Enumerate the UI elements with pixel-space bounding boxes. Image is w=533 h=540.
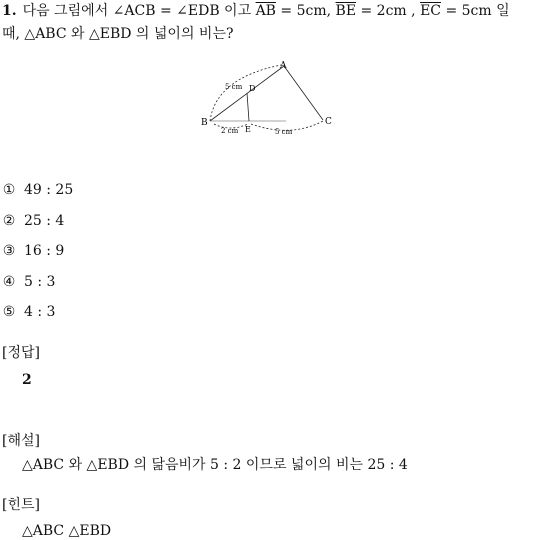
question-text-part2: = 5cm,: [275, 3, 336, 19]
question-text-part1: 다음 그림에서 ∠ACB = ∠EDB 이고: [22, 3, 256, 19]
side-ac: [284, 66, 323, 120]
explanation-text: △ABC 와 △EBD 의 닮음비가 5 : 2 이므로 넓이의 비는 25 : 4: [22, 457, 408, 473]
explanation-title: [해설]: [2, 433, 40, 449]
label-e: E: [245, 125, 251, 134]
label-ec-length: 5 cm: [275, 128, 293, 136]
label-c: C: [325, 117, 332, 127]
choice-text: 25 : 4: [24, 213, 65, 229]
label-a: A: [280, 61, 287, 71]
label-b: B: [201, 118, 208, 128]
label-d: D: [249, 84, 256, 93]
segment-be: $\overline{BE}$: [335, 3, 357, 19]
triangle-diagram: [196, 58, 336, 138]
answer-value: 2: [22, 372, 32, 388]
segment-ec: $\overline{EC}$: [420, 3, 441, 19]
choice-marker: ②: [2, 213, 16, 229]
choice-2[interactable]: [2, 212, 64, 230]
choice-3[interactable]: [2, 242, 64, 260]
choice-marker: ③: [2, 243, 16, 259]
choice-text: 49 : 25: [24, 182, 74, 198]
label-ab-length: 5 cm: [225, 83, 243, 91]
choice-4[interactable]: [2, 273, 55, 291]
segment-ab: $\overline{AB}$: [255, 3, 276, 19]
question-text-part3: = 2cm ,: [356, 3, 421, 19]
label-be-length: 2 cm: [221, 127, 239, 135]
choice-marker: ①: [2, 182, 16, 198]
choice-marker: ④: [2, 274, 16, 290]
question-text-part4: = 5cm 일: [441, 3, 510, 19]
segment-de: [247, 93, 249, 121]
choice-marker: ⑤: [2, 304, 16, 320]
choice-text: 4 : 3: [24, 304, 56, 320]
question-line-2: 때, △ABC 와 △EBD 의 넓이의 비는?: [2, 26, 234, 42]
choice-5[interactable]: [2, 303, 55, 321]
answer-title: [정답]: [2, 345, 40, 361]
choice-text: 5 : 3: [24, 274, 56, 290]
hint-title: [힌트]: [2, 497, 40, 513]
choice-1[interactable]: [2, 181, 73, 199]
question-line-1: [2, 2, 510, 20]
hint-text: △ABC △EBD: [22, 523, 112, 539]
choice-text: 16 : 9: [24, 243, 65, 259]
question-number: 1.: [2, 3, 17, 19]
